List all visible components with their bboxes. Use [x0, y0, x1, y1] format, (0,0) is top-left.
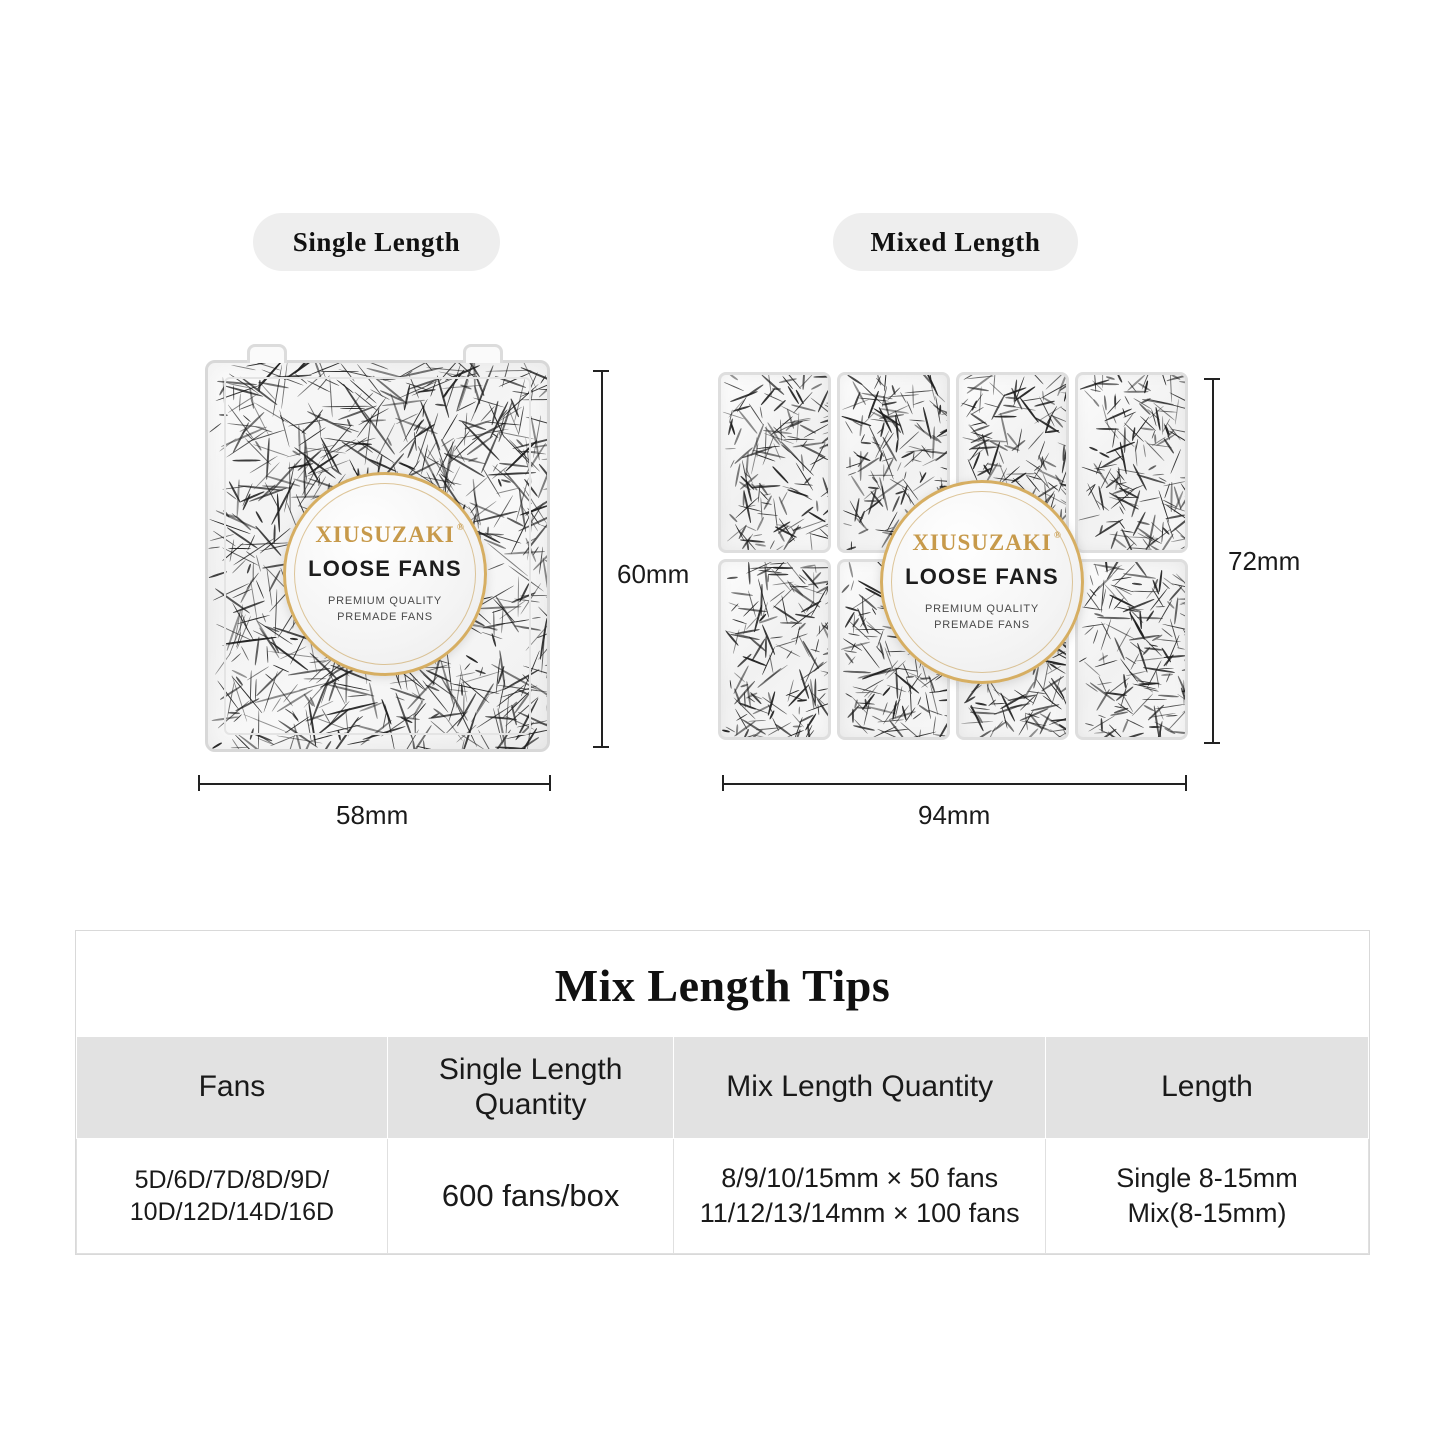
header-single-line-2: Quantity: [474, 1087, 587, 1121]
brand-name: [315, 522, 465, 548]
fans-line-2: 10D/12D/14D/16D: [129, 1198, 335, 1227]
mixed-width-cap-right: [1185, 775, 1187, 791]
cell-single-quantity: 600 fans/box: [387, 1139, 674, 1254]
single-height-line: [601, 370, 603, 748]
header-mix-length-quantity: Mix Length Quantity: [674, 1037, 1046, 1139]
tray-cell: [1075, 372, 1188, 553]
single-width-cap-left: [198, 775, 200, 791]
header-single-line-1: Single Length: [438, 1053, 623, 1086]
brand-name-text: XIUSUZAKI: [912, 530, 1052, 556]
lash-fans-texture-cell: [721, 375, 828, 550]
trademark-symbol: ®: [456, 522, 465, 533]
single-height-cap-top: [593, 370, 609, 372]
table-header-row: [77, 1037, 1369, 1139]
table-row: [77, 1139, 1369, 1254]
tray-clip-left-icon: [247, 344, 287, 363]
mixed-width-label: 94mm: [918, 800, 991, 830]
tray-clip-right-icon: [463, 344, 503, 363]
length-line-1: Single 8-15mm: [1116, 1163, 1298, 1193]
cell-mix-quantity: [674, 1139, 1046, 1254]
table-title: Mix Length Tips: [554, 960, 891, 1011]
single-height-label: 60mm: [617, 559, 690, 589]
brand-name: [912, 530, 1062, 556]
brand-label-single: [283, 472, 487, 676]
header-length: Length: [1045, 1037, 1368, 1139]
length-line-2: Mix(8-15mm): [1127, 1198, 1287, 1229]
lash-fans-texture-cell: [1078, 375, 1185, 550]
cell-length: [1045, 1139, 1368, 1254]
label-fine-line-1: PREMIUM QUALITY: [327, 595, 443, 608]
specs-table: [76, 1036, 1369, 1254]
label-gold-ring: [891, 491, 1073, 673]
trademark-symbol: ®: [1053, 530, 1062, 541]
label-fine-line-2: PREMADE FANS: [337, 611, 433, 623]
length-type-badges: [0, 213, 1445, 273]
table-body: [77, 1139, 1369, 1254]
mixed-height-label: 72mm: [1228, 546, 1301, 576]
single-width-label: 58mm: [336, 800, 409, 830]
cell-fans: [77, 1139, 388, 1254]
single-width-line: [198, 783, 551, 785]
mix-line-1: 8/9/10/15mm × 50 fans: [721, 1163, 999, 1193]
single-height-cap-bottom: [593, 746, 609, 748]
brand-label-mixed: [880, 480, 1084, 684]
product-name: LOOSE FANS: [308, 556, 462, 582]
mixed-width-line: [722, 783, 1187, 785]
mix-line-2: 11/12/13/14mm × 100 fans: [699, 1198, 1020, 1229]
label-gold-ring: [294, 483, 476, 665]
mixed-height-cap-top: [1204, 378, 1220, 380]
mixed-width-cap-left: [722, 775, 724, 791]
mixed-height-cap-bottom: [1204, 742, 1220, 744]
label-fine-line-1: PREMIUM QUALITY: [924, 603, 1040, 616]
brand-name-text: XIUSUZAKI: [315, 522, 455, 548]
badge-mixed-length: Mixed Length: [833, 213, 1078, 271]
label-fine-line-2: PREMADE FANS: [934, 619, 1030, 631]
mixed-height-line: [1212, 378, 1214, 744]
header-single-length-quantity: [387, 1037, 674, 1139]
product-name: LOOSE FANS: [905, 564, 1059, 590]
fans-line-1: 5D/6D/7D/8D/9D/: [134, 1165, 330, 1194]
lash-fans-texture-cell: [721, 562, 828, 737]
tray-cell: [718, 372, 831, 553]
mix-length-tips-table: [75, 930, 1370, 1255]
header-fans: Fans: [77, 1037, 388, 1139]
table-header: [77, 1037, 1369, 1139]
badge-single-length: Single Length: [253, 213, 500, 271]
lash-fans-texture-cell: [1078, 562, 1185, 737]
single-width-cap-right: [549, 775, 551, 791]
tray-cell: [718, 559, 831, 740]
tray-cell: [1075, 559, 1188, 740]
